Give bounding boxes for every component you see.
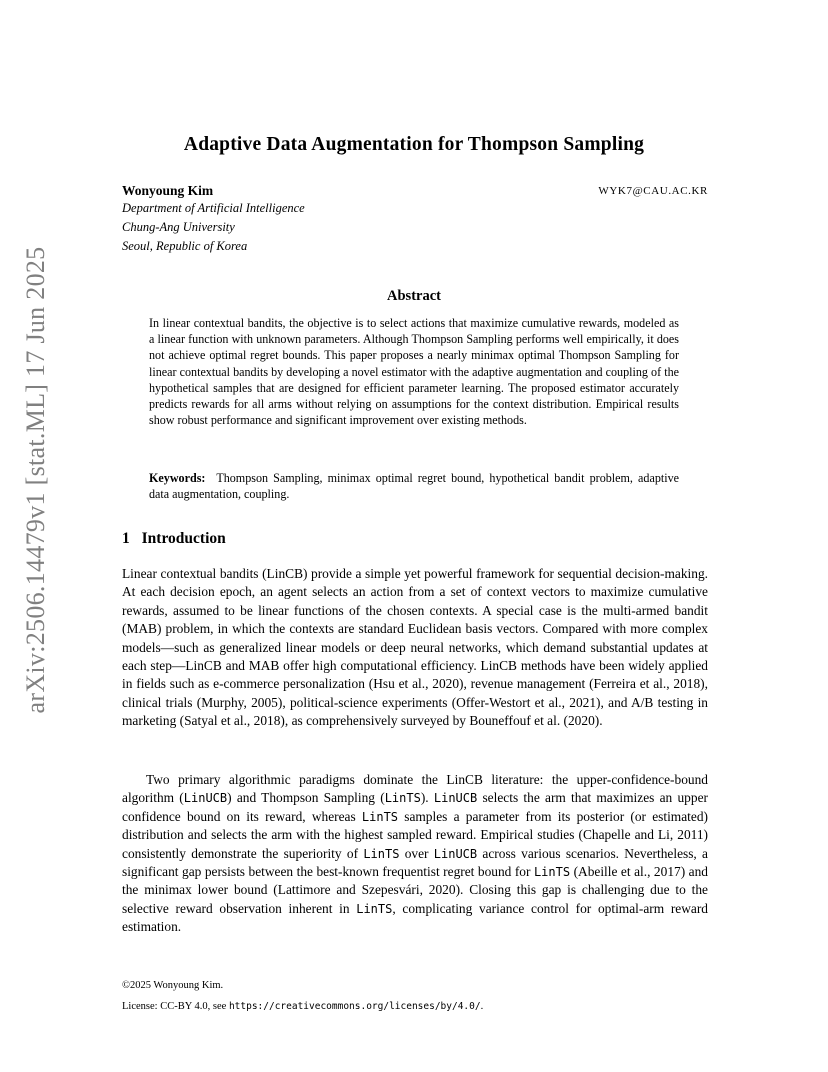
paragraph-text: , complicating variance control for optimal-arm reward estimation. [122,900,709,935]
paper-title: Adaptive Data Augmentation for Thompson Sampling [183,134,645,155]
author-email[interactable]: WYK7@CAU.AC.KR [598,185,708,197]
keywords-text: Thompson Sampling, minimax optimal regret bound, hypothetical bandit problem, adaptive data augmentation, coupling. [149,471,680,502]
paragraph-text: over [399,845,434,861]
section-number: 1 [122,530,130,547]
intro-paragraph-1: Linear contextual bandits (LinCB) provide a simple yet powerful framework for sequential decision-making. At each decision epoch, an agent selects an action from a set of context vectors to maximize cumulative rewards, assumed to be linear functions of the chosen contexts. A special case is the multi-armed bandit (MAB) problem, in which the contexts are standard Euclidean basis vectors. Compared with more complex models—such as generalized linear models or deep neural networks, which demand substantial updates at each step—LinCB and MAB offer high computational efficiency. LinCB methods have been widely applied in fields such as e-commerce personalization (Hsu et al., 2020), revenue management (Ferreira et al., 2018), clinical trials (Murphy, 2005), political-science experiments (Offer-Westort et al., 2021), and A/B testing in marketing (Satyal et al., 2018), as comprehensively surveyed by Bouneffouf et al. (2020). [122,566,708,729]
license-link[interactable]: https://creativecommons.org/licenses/by/4.0/ [228,1001,481,1012]
paragraph-text: across various scenarios. Nevertheless, a significant gap persists between the best-known frequentist regret bound for [122,845,708,880]
code-term: LinUCB [433,846,478,861]
author-name: Wonyoung Kim [122,183,214,198]
code-term: LinTS [361,809,399,824]
arxiv-identifier-stamp: arXiv:2506.14479v1 [stat.ML] 17 Jun 2025 [21,246,50,714]
affiliation-location: Seoul, Republic of Korea [122,239,248,253]
paragraph-text: samples a parameter from its posterior (or estimated) distribution and selects the arm with the highest sampled reward. Empirical studies (Chapelle and Li, 2011) consistently demonstrate the superiority of [122,808,708,861]
abstract-text: In linear contextual bandits, the objective is to select actions that maximize cumulative rewards, modeled as a linear function with unknown parameters. Although Thompson Sampling performs well empirically, it does not achieve optimal regret bounds. This paper proposes a nearly minimax optimal Thompson Sampling for linear contextual bandits by developing a novel estimator with the adaptive augmentation and coupling of the hypothetical samples that are designed for efficient parameter learning. The proposed estimator accurately predicts rewards for all arms without relying on assumptions for the context distribution. Empirical results show robust performance and significant improvement over existing methods. [149,316,679,428]
paragraph-text: Two primary algorithmic paradigms dominate the LinCB literature: the upper-confidence-bound algorithm ( [122,772,708,806]
code-term: LinUCB [433,791,478,806]
license-notice [122,1001,483,1012]
license-suffix: . [480,1001,484,1012]
code-term: LinTS [384,791,421,806]
author-block [122,183,708,256]
keywords-label: Keywords: [149,471,206,485]
paragraph-text: selects the arm that maximizes an upper confidence bound on its reward, whereas [122,790,708,824]
code-term: LinTS [363,846,400,861]
intro-paragraph-2 [122,771,708,937]
section-heading-introduction [122,530,226,548]
copyright-notice: ©2025 Wonyoung Kim. [122,980,224,991]
abstract-heading: Abstract [387,288,441,304]
paragraph-text: (Abeille et al., 2017) and the minimax lower bound (Lattimore and Szepesvári, 2020). Closing this gap is challenging due to the selective reward observation inherent in [122,864,708,916]
paragraph-text: ). [420,790,434,806]
affiliation-university: Chung-Ang University [122,220,235,234]
affiliation-department: Department of Artificial Intelligence [122,201,305,215]
license-prefix: License: CC-BY 4.0, see [122,1001,229,1012]
code-term: LinTS [356,901,393,916]
code-term: LinUCB [183,791,228,806]
section-title: Introduction [141,530,226,547]
paragraph-text: ) and Thompson Sampling ( [227,790,385,806]
keywords [149,470,679,502]
code-term: LinTS [533,865,571,880]
